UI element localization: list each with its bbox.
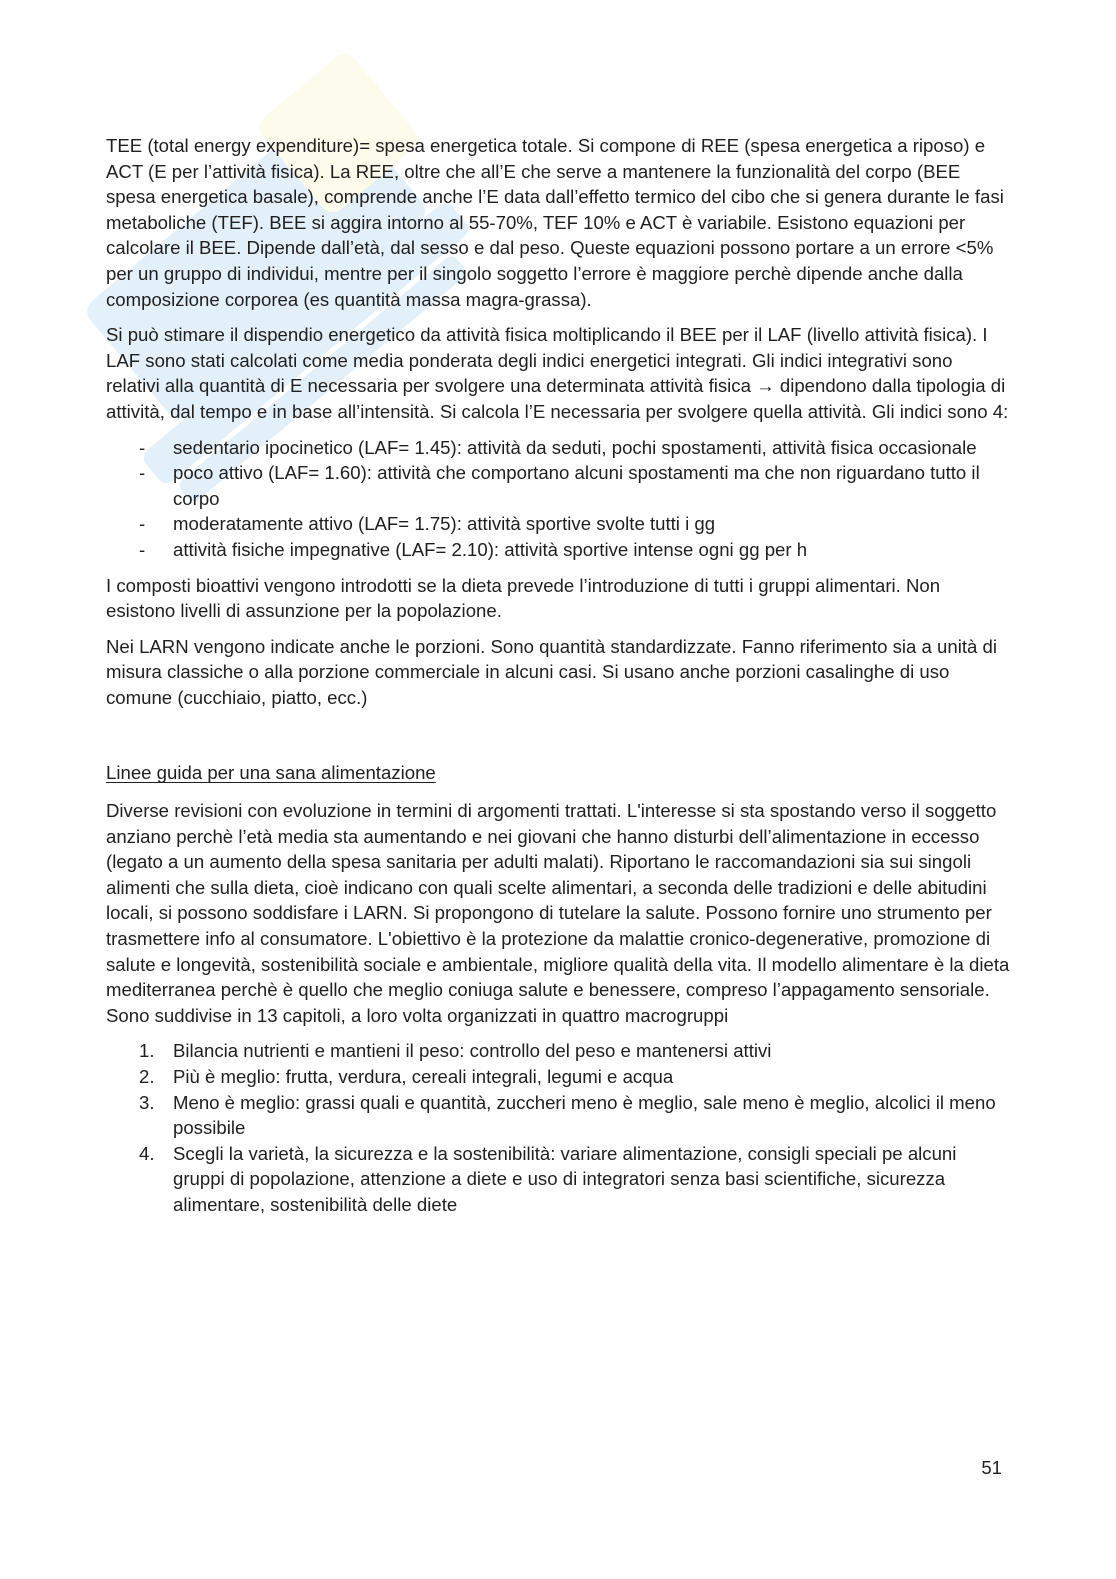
list-item: - attività fisiche impegnative (LAF= 2.10): attività sportive intense ogni gg per h — [139, 538, 808, 560]
guidelines-list — [106, 1038, 1011, 1217]
document-body — [106, 133, 1011, 1228]
paragraph-bioactive-compounds: I composti bioattivi vengono introdotti se la dieta prevede l’introduzione di tutti i gruppi alimentari. Non esistono livelli di assunzione per la popolazione. — [106, 574, 941, 622]
paragraph-laf: Si può stimare il dispendio energetico da attività fisica moltiplicando il BEE per il LAF (livello attività fisica). I LAF sono stati calcolati come media ponderata degli indici energetici integrati. Gli indici integrativi sono relativi alla quantità di E necessaria per svolgere una determinata attività fisica → dipendono dalla tipologia di attività, dal tempo e in base all’intensità. Si calcola l’E necessaria per svolgere quella attività. Gli indici sono 4: — [106, 324, 1009, 422]
paragraph-guidelines: Diverse revisioni con evoluzione in termini di argomenti trattati. L'interesse si sta spostando verso il soggetto anziano perchè l’età media sta aumentando e nei giovani che hanno disturbi dell’alimentazione in eccesso (legato a un aumento della spesa sanitaria per adulti malati). Riportano le raccomandazioni sia sui singoli alimenti che sulla dieta, cioè indicano con quali scelte alimentari, a seconda delle tradizioni e delle abitudini locali, si possono soddisfare i LARN. Si propongono di tutelare la salute. Possono fornire uno strumento per trasmettere info al consumatore. L'obiettivo è la protezione da malattie cronico-degenerative, promozione di salute e longevità, sostenibilità sociale e ambientale, migliore qualità della vita. Il modello alimentare è la dieta mediterranea perchè è quello che meglio coniuga salute e benessere, compreso l’appagamento sensoriale. Sono suddivise in 13 capitoli, a loro volta organizzati in quattro macrogruppi — [106, 800, 1010, 1026]
paragraph-tee: TEE (total energy expenditure)= spesa energetica totale. Si compone di REE (spesa energetica a riposo) e ACT (E per l’attività fisica). La REE, oltre che all’E che serve a mantenere la funzionalità del corpo (BEE spesa energetica basale), comprende anche l’E data dall’effetto termico del cibo che si genera durante le fasi metaboliche (TEF). BEE si aggira intorno al 55-70%, TEF 10% e ACT è variabile. Esistono equazioni per calcolare il BEE. Dipende dall’età, dal sesso e dal peso. Queste equazioni possono portare a un errore <5% per un gruppo di individui, mentre per il singolo soggetto l’errore è maggiore perchè dipende anche dalla composizione corporea (es quantità massa magra-grassa). — [106, 135, 1004, 310]
list-item: - poco attivo (LAF= 1.60): attività che comportano alcuni spostamenti ma che non riguardano tutto il corpo — [139, 462, 980, 509]
list-item: - sedentario ipocinetico (LAF= 1.45): attività da seduti, pochi spostamenti, attività fisica occasionale — [139, 436, 977, 458]
paragraph-larn-portions: Nei LARN vengono indicate anche le porzioni. Sono quantità standardizzate. Fanno riferimento sia a unità di misura classiche o alla porzione commerciale in alcuni casi. Si usano anche porzioni casalinghe di uso comune (cucchiaio, piatto, ecc.) — [106, 635, 997, 708]
section-heading: Linee guida per una sana alimentazione — [106, 762, 436, 784]
list-item: 3. Meno è meglio: grassi quali e quantità, zuccheri meno è meglio, sale meno è meglio, alcolici il meno possibile — [139, 1091, 996, 1139]
list-item: 4. Scegli la varietà, la sicurezza e la sostenibilità: variare alimentazione, consigli speciali pe alcuni gruppi di popolazione, attenzione a diete e uso di integratori senza basi scientifiche, sicurezza alimentare, sostenibilità delle diete — [139, 1142, 957, 1215]
page-number: 51 — [981, 1457, 1002, 1478]
list-item: 2. Più è meglio: frutta, verdura, cereali integrali, legumi e acqua — [139, 1066, 674, 1087]
list-item: 1. Bilancia nutrienti e mantieni il peso: controllo del peso e mantenersi attivi — [139, 1040, 772, 1062]
list-item: - moderatamente attivo (LAF= 1.75): attività sportive svolte tutti i gg — [139, 513, 716, 535]
laf-index-list — [106, 435, 1011, 563]
